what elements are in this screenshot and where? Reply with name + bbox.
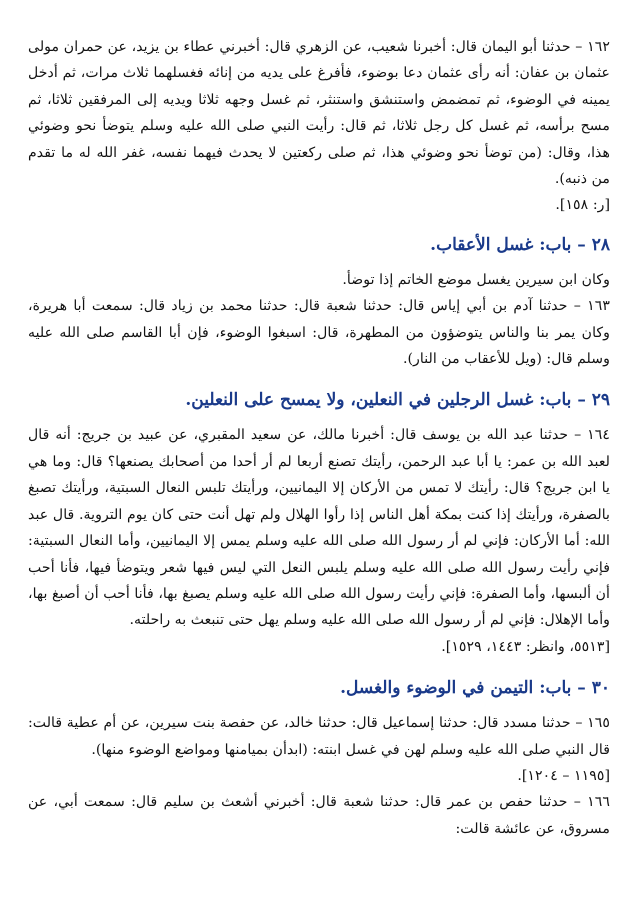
chapter-28-heading: ٢٨ – باب: غسل الأعقاب. <box>430 234 610 255</box>
hadith-162-text: ١٦٢ – حدثنا أبو اليمان قال: أخبرنا شعيب، عن الزهري قال: أخبرني عطاء بن يزيد، عن حمران مولى عثمان بن عفان: أنه رأى عثمان دعا بوضوء، فأفرغ على يديه من إنائه فغسلهما ثلاث مرات، ثم أدخل يمينه في الوضوء، ثم تمضمض واستنشق واستنثر، ثم غسل وجهه ثلاثا ويديه إلى المرفقين ثلاثا، ثم مسح برأسه، ثم غسل كل رجل ثلاثا، ثم قال: رأيت النبي صلى الله عليه وسلم يتوضأ نحو وضوئي هذا، وقال: (من توضأ نحو وضوئي هذا، ثم صلى ركعتين لا يحدث فيهما نفسه، غفر الله له ما تقدم من ذنبه). <box>28 39 610 188</box>
chapter-30-heading: ٣٠ – باب: التيمن في الوضوء والغسل. <box>340 678 610 699</box>
hadith-165-text: ١٦٥ – حدثنا مسدد قال: حدثنا إسماعيل قال: حدثنا خالد، عن حفصة بنت سيرين، عن أم عطية قالت: قال النبي صلى الله عليه وسلم لهن في غسل ابنته: (ابدأن بميامنها ومواضع الوضوء منها). <box>28 715 610 758</box>
hadith-162-ref: [ر: ١٥٨]. <box>555 197 610 214</box>
hadith-165-ref: [١١٩٥ – ١٢٠٤]. <box>517 767 610 784</box>
chapter-28-intro: وكان ابن سيرين يغسل موضع الخاتم إذا توضأ. <box>342 271 610 288</box>
hadith-164-ref: [٥٥١٣، وانظر: ١٤٤٣، ١٥٢٩]. <box>441 638 610 655</box>
hadith-164-text: ١٦٤ – حدثنا عبد الله بن يوسف قال: أخبرنا مالك، عن سعيد المقبري، عن عبيد بن جريج: أنه قال لعبد الله بن عمر: يا أبا عبد الرحمن، رأيتك تصنع أربعا لم أر أحدا من أصحابك يصنعها؟ قال: وما هي يا ابن جريج؟ قال: رأيتك لا تمس من الأركان إلا اليمانيين، ورأيتك تلبس النعال السبتية، ورأيتك تصبغ بالصفرة، ورأيتك إذا كنت بمكة أهل الناس إذا رأوا الهلال ولم تهل أنت حتى كان يوم التروية. قال عبد الله: أما الأركان: فإني لم أر رسول الله صلى الله عليه وسلم يمس إلا اليمانيين، وأما النعال السبتية: فإني رأيت رسول الله صلى الله عليه وسلم يلبس النعل التي ليس فيها شعر ويتوضأ فيها، فأنا أحب أن ألبسها، وأما الصفرة: فإني رأيت رسول الله صلى الله عليه وسلم يصبغ بها، فأنا أحب أن أصبغ بها، وأما الإهلال: فإني لم أر رسول الله صلى الله عليه وسلم يهل حتى تنبعث به راحلته. <box>28 427 610 629</box>
chapter-29-heading: ٢٩ – باب: غسل الرجلين في النعلين، ولا يمسح على النعلين. <box>185 390 610 411</box>
hadith-163-text: ١٦٣ – حدثنا آدم بن أبي إياس قال: حدثنا شعبة قال: حدثنا محمد بن زياد قال: سمعت أبا هريرة، وكان يمر بنا والناس يتوضؤون من المطهرة، قال: اسبغوا الوضوء، فإن أبا القاسم صلى الله عليه وسلم قال: (ويل للأعقاب من النار). <box>28 298 610 368</box>
hadith-166-text: ١٦٦ – حدثنا حفص بن عمر قال: حدثنا شعبة قال: أخبرني أشعث بن سليم قال: سمعت أبي، عن مسروق، عن عائشة قالت: <box>28 794 610 837</box>
